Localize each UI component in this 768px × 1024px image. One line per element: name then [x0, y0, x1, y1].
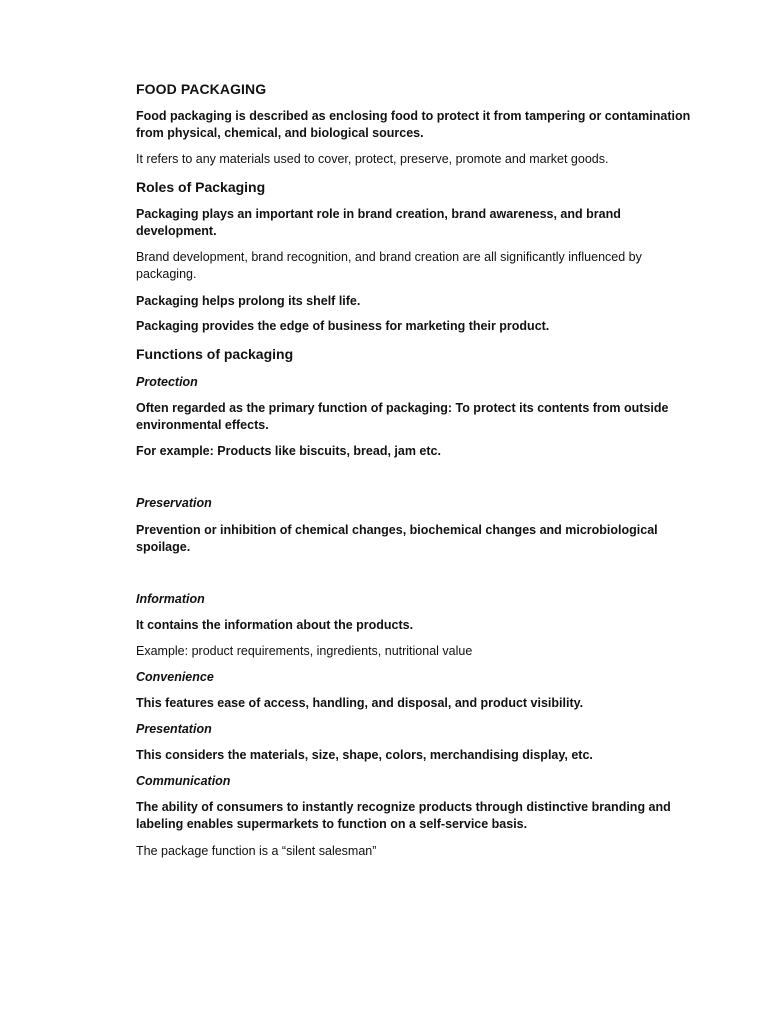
intro-paragraph: Food packaging is described as enclosing food to protect it from tampering or contamination from physical, chemical, and biological sources.: [136, 109, 691, 140]
functions-heading: Functions of packaging: [136, 346, 294, 362]
protection-paragraph-1: Often regarded as the primary function of packaging: To protect its contents from outside environmental effects.: [136, 401, 669, 432]
preservation-paragraph: Prevention or inhibition of chemical changes, biochemical changes and microbiological spoilage.: [136, 523, 658, 554]
protection-paragraph-2: For example: Products like biscuits, bread, jam etc.: [136, 444, 441, 458]
communication-paragraph-2: The package function is a “silent salesman”: [136, 844, 377, 858]
roles-paragraph-3: Packaging helps prolong its shelf life.: [136, 294, 361, 308]
communication-paragraph-1: The ability of consumers to instantly recognize products through distinctive branding and labeling enables supermarkets to function on a self-service basis.: [136, 800, 671, 831]
document-title: FOOD PACKAGING: [136, 81, 267, 97]
communication-heading: Communication: [136, 774, 231, 788]
convenience-heading: Convenience: [136, 670, 214, 684]
intro-definition: It refers to any materials used to cover, protect, preserve, promote and market goods.: [136, 152, 609, 166]
roles-paragraph-4: Packaging provides the edge of business for marketing their product.: [136, 319, 550, 333]
preservation-heading: Preservation: [136, 496, 212, 510]
roles-heading: Roles of Packaging: [136, 179, 266, 195]
roles-paragraph-1: Packaging plays an important role in brand creation, brand awareness, and brand development.: [136, 207, 621, 238]
information-heading: Information: [136, 592, 205, 606]
information-paragraph-1: It contains the information about the products.: [136, 618, 414, 632]
convenience-paragraph: This features ease of access, handling, and disposal, and product visibility.: [136, 696, 584, 710]
presentation-paragraph: This considers the materials, size, shape, colors, merchandising display, etc.: [136, 748, 593, 762]
presentation-heading: Presentation: [136, 722, 212, 736]
roles-paragraph-2: Brand development, brand recognition, and brand creation are all significantly influenced by packaging.: [136, 250, 642, 281]
protection-heading: Protection: [136, 375, 198, 389]
information-paragraph-2: Example: product requirements, ingredients, nutritional value: [136, 644, 473, 658]
